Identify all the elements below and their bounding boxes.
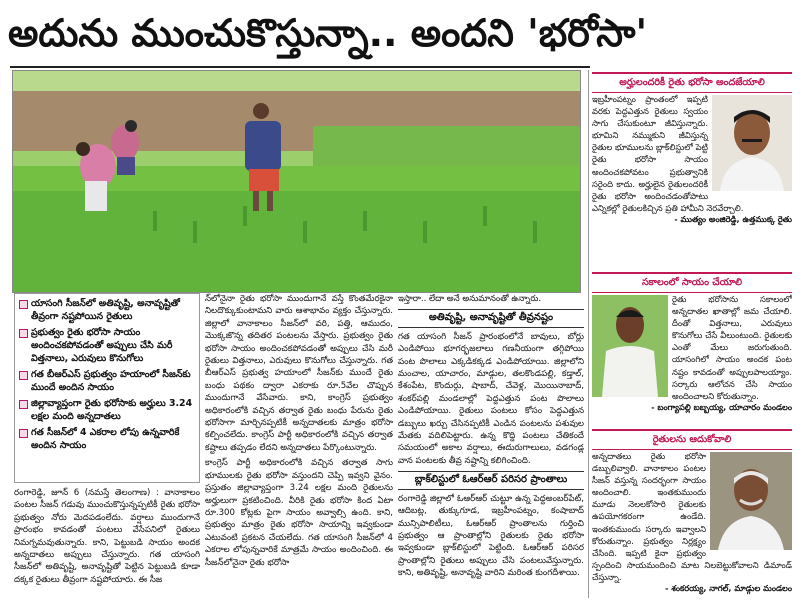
headline: అదును ముంచుకొస్తున్నా.. అందని 'భరోసా' [8, 11, 648, 55]
sidebar-quote-1 [592, 72, 792, 270]
sidebar-divider [588, 70, 589, 598]
sidebar-quote-3 [592, 429, 792, 598]
quote-1-text: ఇబ్రహీంపట్నం ప్రాంతంలో ఇప్పటి వరకు పెద్దఎత్తున రైతులు స్వయం సాగు చేసుకుంటూ జీవిస్తున్నారు. భూమిని నమ్ముకుని జీవిస్తున్న రైతుల భూములను బ్లాక్‌లిస్టులో పెట్టి రైతు భరోసా సాయం అందించకపోవటం ప్రభుత్వానికి సరైంది కాదు. అర్హులైన రైతులందరికీ రైతు భరోసా అందించడంతోపాటు ఎన్నికల్లో రైతులకిచ్చిన ప్రతి హామీని నెరవేర్చాలి. [592, 94, 744, 213]
quote-2-title: సకాలంలో సాయం చేయాలి [592, 272, 792, 293]
farmer-portrait-2 [592, 295, 668, 397]
farmers-planting-image [13, 71, 580, 292]
headline-rule [10, 66, 590, 68]
highlights-box [14, 293, 200, 483]
column-3-text: గత యాసంగి సీజన్ ప్రారంభంలోనే బావులు, బోర్లు ఎండిపోయి భూగర్భజలాలు గణనీయంగా తగ్గిపోయి పంట పొలాలు ఎక్కడికక్కడ ఎండిపోయాయి. జిల్లాలోని మంచాల, యాచారం, మాడ్గుల, తలకొండపల్లి, కడ్తాల్, కేశంపేట, కొందుర్గు, షాబాద్, చేవెళ్ల, మొయినాబాద్, శంకర్‌పల్లి మండలాల్లో పెద్దఎత్తున పంట పొలాలు ఎండిపోయాయి. రైతులు పంటలు కోసం పెద్దఎత్తున డబ్బులు ఖర్చు చేసినప్పటికీ ఎండిన పంటలను పశువుల మేతకు వదిలిపెట్టారు. ఉన్న కొద్ది పంటలు చేతికందే సమయంలో అకాల వర్షాలు, ఈదురుగాలులు, వడగండ్ల వాన పంటలకు తీవ్ర నష్టాన్ని కలిగించింది. [398, 331, 584, 466]
highlight-item: గత బీఆర్‌ఎస్ ప్రభుత్వం హయాంలో సీజన్‌కు ముందే అందిన సాయం [19, 368, 195, 394]
farmer-portrait-3 [710, 452, 792, 550]
article-column-3 [398, 293, 584, 598]
paddy-field-photo [12, 70, 581, 293]
column-3-text-2: రంగారెడ్డి జిల్లాలో ఓఆర్‌ఆర్ చుట్టూ ఉన్న పెద్దఅంబర్‌పేట్, ఆదిబట్ల, తుక్కుగూడ, ఇబ్రహీంపట్నం, కంషాబాద్ మున్సిపాలిటీలు, ఓఆర్‌ఆర్ ప్రాంతాలను గుర్తించి ప్రభుత్వం ఆ ప్రాంతాల్లోని రైతులకు రైతు భరోసా ఇవ్వకుండా బ్లాక్‌లిస్టులో పెట్టింది. ఓఆర్‌ఆర్ పరిసర ప్రాంతాల్లోని రైతులు అప్పులు చేసి పంటలువేస్తున్నారు. కాని, అతివృష్టి, అనావృష్టి వారిని మరింత కుంగదీశాయి. [398, 493, 584, 579]
quote-1-signature: - ముత్యం అంజిరెడ్డి, ఉత్తముక్క రైతు [674, 213, 792, 224]
highlight-item: ప్రభుత్వం రైతు భరోసా సాయం అందించకపోవడంతో అప్పులు చేసి మరీ విత్తనాలు, ఎరువులు కొనుగోలు [19, 326, 195, 365]
subheading-blacklist: బ్లాక్‌లిస్టులో ఓఆర్‌ఆర్ పరిసర ప్రాంతాలు [398, 471, 584, 489]
quote-2-text: రైతు భరోసాను సకాలంలో అన్నదాతల ఖాతాల్లో జమ చేయాలి. దీంతో విత్తనాలు, ఎరువులు కొనుగోలు చేసే వీలుంటుంది. రైతులకు ఎంతో మేలు జరుగుతుంది. యాసంగిలో సాయం అందక పంట నష్టం కావడంతో అప్పులపాలయ్యాం. సర్కారు ఆలోచన చేసి సాయం అందించాలని కోరుతున్నాం. [672, 294, 792, 401]
sidebar-quote-2 [592, 272, 792, 427]
column-2-text-continued: కాంగ్రెస్ పార్టీ అధికారంలోకి వచ్చిన తర్వాత సాగు భూములకు రైతు భరోసా వస్తుందని చెప్పి ఇవ్వని వైనం. ప్రస్తుతం జిల్లావ్యాప్తంగా 3.24 లక్షల మంది రైతులను అర్హులుగా ప్రకటించింది. వీరికి రైతు భరోసా కింద ఏటా రూ.300 కోట్లకు పైగా సాయం అవ్వాల్సి ఉంది. కాని, ప్రభుత్వం మాత్రం రైతు భరోసా సాయాన్ని ఇవ్వకుండా ఎటువంటి ప్రకటన చేయలేదు. గత యాసంగి సీజన్‌లో 4 ఎకరాల లోపున్నవారికే మాత్రమే సాయం అందించింది. ఈ సీజన్‌లోనైనా రైతు భరోసా [205, 458, 393, 568]
quote-3-title: రైతులను ఆదుకోవాలి [592, 429, 792, 450]
article-column-2 [205, 293, 393, 598]
highlight-item: జిల్లావ్యాప్తంగా రైతు భరోసాకు అర్హులు 3.24 లక్షల మంది అన్నదాతలు [19, 397, 195, 423]
highlight-item: గత సీజన్‌లో 4 ఎకరాల లోపు ఉన్నవారికే అందిన సాయం [19, 426, 195, 452]
article-column-1: రంగారెడ్డి, జూన్ 6 (నమస్తే తెలంగాణ) : వానాకాలం పంటల సీజన్ గడువు ముంచుకొస్తున్నప్పటికీ రైతు భరోసా ప్రభుత్వం నోరు మెదపడంలేదు. వర్షాలు ముందుగానే ప్రారంభం కావడంతో పంటలు వేసేపనిలో రైతులు నిమగ్నమవుతున్నారు. కాని, పెట్టుబడి సాయం అందక అన్నదాతలు అప్పులు చేస్తున్నారు. గత యాసంగి సీజన్‌లో అతివృష్టి, అనావృష్టితో పెట్టిన పెట్టుబడి కూడా దక్కక రైతులు తీవ్రంగా నష్టపోయారు. ఈ సీజ [14, 488, 200, 585]
quote-3-signature: - శంకరయ్య, నాగల్, మాడ్గుల మండలం [665, 583, 792, 594]
quote-3-text: అన్నదాతలు రైతు భరోసా డబ్బులివ్వాలి. వానాకాలం పంటల సీజన్ వస్తున్న సందర్భంగా సాయం అందించాలి. ఇంతకుముందు మూడు నెలలకోసారి రైతులకు ఉపయోగకరంగా ఉండేది. ఇంతకుముందు సర్కారు ఇవ్వాలని కోరుతున్నాం. ప్రభుత్వం నిర్లక్ష్యం చేసింది. ఇప్పటి కైనా ప్రభుత్వం స్పందించి సాయమందించి మాట నిలబెట్టుకోవాలని డిమాండ్ చేస్తున్నా. [592, 451, 792, 582]
column-3-intro: ఇస్తారా.. లేదా అనే అనుమానంతో ఉన్నారు. [398, 294, 542, 304]
farmer-portrait-1 [712, 95, 792, 191]
column-2-text: న్‌లోనైనా రైతు భరోసా ముందుగానే వస్తే కొంతమేరకైనా నిలదొక్కుకుంటామని వారు ఆశాభావం వ్యక్తం చేస్తున్నారు. జిల్లాలో వానాకాలం సీజన్‌లో వరి, పత్తి, ఆముదం, మొక్కజొన్న తదితర పంటలను వేస్తారు. ప్రభుత్వం రైతు భరోసా సాయం అందించకపోవడంతో అప్పులు చేసి మరీ రైతులు విత్తనాలు, ఎరువులు కొనుగోలు చేస్తున్నారు. గత బీఆర్‌ఎస్ ప్రభుత్వ హయాంలో సీజన్‌కు ముందే రైతు బంధు పథకం ద్వారా ఎకరాకు రూ.5వేల చొప్పున ముందుగానే వేసేవారు. కాని, కాంగ్రెస్ ప్రభుత్వం అధికారంలోకి వచ్చిన తర్వాత రైతు బంధు పేరును రైతు భరోసాగా మార్చినప్పటికీ అన్నదాతలకు మాత్రం భరోసా కల్పించలేదు. కాంగ్రెస్ పార్టీ అధికారంలోకి వచ్చిన తర్వాత కష్టాలు తప్పడం లేదని అన్నదాతలు పేర్కొంటున్నారు. [205, 294, 393, 453]
subheading-excess-rain: అతివృష్టి, అనావృష్టితో తీవ్రనష్టం [398, 309, 584, 327]
quote-2-signature: - బంగ్యాపల్లి బబ్బయ్య, యాచారం మండలం [651, 401, 792, 412]
quote-1-title: అర్హులందరికీ రైతు భరోసా అందజేయాలి [592, 72, 792, 93]
highlight-item: యాసంగి సీజన్‌లో అతివృష్టి, అనావృష్టితో తీవ్రంగా నష్టపోయిన రైతులు [19, 297, 195, 323]
